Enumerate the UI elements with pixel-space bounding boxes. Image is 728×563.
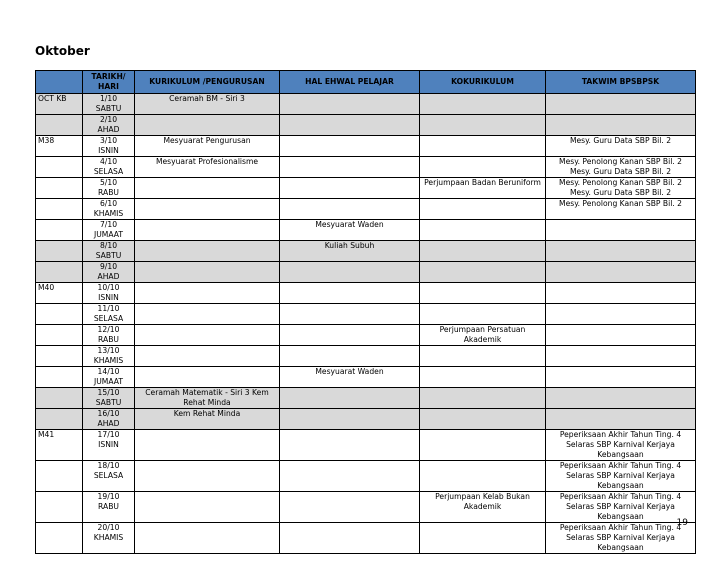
kurikulum-cell: Kem Rehat Minda: [135, 409, 280, 430]
takwim-cell: Peperiksaan Akhir Tahun Ting. 4 Selaras SBP Karnival Kerjaya Kebangsaan: [546, 430, 696, 461]
takwim-cell: [546, 220, 696, 241]
table-row: [36, 283, 696, 304]
hep-cell: [280, 304, 420, 325]
date-cell: 11/10 SELASA: [83, 304, 135, 325]
week-cell: [36, 367, 83, 388]
kurikulum-cell: [135, 115, 280, 136]
takwim-cell: [546, 409, 696, 430]
table-row: [36, 388, 696, 409]
kurikulum-cell: [135, 304, 280, 325]
week-cell: [36, 262, 83, 283]
kurikulum-cell: Ceramah Matematik - Siri 3 Kem Rehat Minda: [135, 388, 280, 409]
date-cell: 16/10 AHAD: [83, 409, 135, 430]
week-cell: [36, 157, 83, 178]
date-cell: 18/10 SELASA: [83, 461, 135, 492]
calendar-table: [35, 70, 696, 554]
table-row: [36, 115, 696, 136]
hep-cell: Kuliah Subuh: [280, 241, 420, 262]
kurikulum-cell: [135, 241, 280, 262]
date-cell: 12/10 RABU: [83, 325, 135, 346]
takwim-cell: [546, 388, 696, 409]
kokurikulum-cell: [420, 136, 546, 157]
kokurikulum-cell: [420, 461, 546, 492]
kurikulum-cell: [135, 367, 280, 388]
hep-cell: [280, 178, 420, 199]
table-row: [36, 461, 696, 492]
kokurikulum-cell: [420, 199, 546, 220]
hep-cell: [280, 199, 420, 220]
kokurikulum-cell: [420, 262, 546, 283]
date-cell: 15/10 SABTU: [83, 388, 135, 409]
kokurikulum-cell: Perjumpaan Badan Beruniform: [420, 178, 546, 199]
takwim-cell: [546, 115, 696, 136]
week-cell: [36, 220, 83, 241]
kurikulum-cell: [135, 283, 280, 304]
week-cell: [36, 115, 83, 136]
week-cell: [36, 178, 83, 199]
date-cell: 3/10 ISNIN: [83, 136, 135, 157]
kurikulum-cell: [135, 430, 280, 461]
kurikulum-cell: [135, 199, 280, 220]
takwim-cell: Peperiksaan Akhir Tahun Ting. 4 Selaras SBP Karnival Kerjaya Kebangsaan: [546, 523, 696, 554]
kokurikulum-cell: [420, 388, 546, 409]
col-header-date: TARIKH/ HARI: [83, 71, 135, 94]
date-cell: 20/10 KHAMIS: [83, 523, 135, 554]
takwim-cell: Mesy. Penolong Kanan SBP Bil. 2 Mesy. Guru Data SBP Bil. 2: [546, 157, 696, 178]
kokurikulum-cell: [420, 157, 546, 178]
col-header-kokurikulum: KOKURIKULUM: [420, 71, 546, 94]
hep-cell: [280, 262, 420, 283]
kokurikulum-cell: [420, 304, 546, 325]
hep-cell: [280, 388, 420, 409]
page-number: 19: [676, 518, 688, 528]
table-row: [36, 304, 696, 325]
kokurikulum-cell: [420, 430, 546, 461]
table-row: [36, 346, 696, 367]
hep-cell: [280, 523, 420, 554]
week-cell: M38: [36, 136, 83, 157]
date-cell: 13/10 KHAMIS: [83, 346, 135, 367]
takwim-cell: Mesy. Penolong Kanan SBP Bil. 2: [546, 199, 696, 220]
header-row: [36, 71, 696, 94]
hep-cell: [280, 325, 420, 346]
hep-cell: [280, 430, 420, 461]
date-cell: 9/10 AHAD: [83, 262, 135, 283]
kokurikulum-cell: [420, 283, 546, 304]
date-cell: 5/10 RABU: [83, 178, 135, 199]
kurikulum-cell: Mesyuarat Profesionalisme: [135, 157, 280, 178]
table-row: [36, 94, 696, 115]
kokurikulum-cell: [420, 409, 546, 430]
week-cell: [36, 346, 83, 367]
takwim-cell: [546, 325, 696, 346]
kurikulum-cell: [135, 346, 280, 367]
week-cell: [36, 199, 83, 220]
kurikulum-cell: [135, 220, 280, 241]
week-cell: [36, 409, 83, 430]
hep-cell: [280, 492, 420, 523]
kurikulum-cell: [135, 262, 280, 283]
kurikulum-cell: [135, 523, 280, 554]
date-cell: 7/10 JUMAAT: [83, 220, 135, 241]
takwim-cell: [546, 304, 696, 325]
takwim-cell: [546, 283, 696, 304]
hep-cell: [280, 346, 420, 367]
col-header-hep: HAL EHWAL PELAJAR: [280, 71, 420, 94]
col-header-kurikulum: KURIKULUM /PENGURUSAN: [135, 71, 280, 94]
week-cell: M41: [36, 430, 83, 461]
table-row: [36, 325, 696, 346]
kurikulum-cell: [135, 492, 280, 523]
hep-cell: [280, 283, 420, 304]
date-cell: 8/10 SABTU: [83, 241, 135, 262]
hep-cell: [280, 409, 420, 430]
kokurikulum-cell: [420, 241, 546, 262]
table-row: [36, 492, 696, 523]
table-row: [36, 262, 696, 283]
col-header-takwim: TAKWIM BPSBPSK: [546, 71, 696, 94]
takwim-cell: [546, 241, 696, 262]
kokurikulum-cell: [420, 115, 546, 136]
kurikulum-cell: [135, 178, 280, 199]
date-cell: 17/10 ISNIN: [83, 430, 135, 461]
date-cell: 2/10 AHAD: [83, 115, 135, 136]
hep-cell: [280, 115, 420, 136]
kokurikulum-cell: Perjumpaan Kelab Bukan Akademik: [420, 492, 546, 523]
week-cell: [36, 461, 83, 492]
table-row: [36, 241, 696, 262]
week-cell: [36, 492, 83, 523]
date-cell: 10/10 ISNIN: [83, 283, 135, 304]
date-cell: 4/10 SELASA: [83, 157, 135, 178]
table-row: [36, 430, 696, 461]
takwim-cell: Peperiksaan Akhir Tahun Ting. 4 Selaras SBP Karnival Kerjaya Kebangsaan: [546, 492, 696, 523]
kokurikulum-cell: [420, 367, 546, 388]
date-cell: 6/10 KHAMIS: [83, 199, 135, 220]
kurikulum-cell: [135, 325, 280, 346]
takwim-cell: [546, 367, 696, 388]
takwim-cell: Peperiksaan Akhir Tahun Ting. 4 Selaras SBP Karnival Kerjaya Kebangsaan: [546, 461, 696, 492]
kokurikulum-cell: [420, 346, 546, 367]
date-cell: 19/10 RABU: [83, 492, 135, 523]
kurikulum-cell: Mesyuarat Pengurusan: [135, 136, 280, 157]
hep-cell: [280, 157, 420, 178]
week-cell: [36, 241, 83, 262]
kokurikulum-cell: [420, 220, 546, 241]
week-cell: [36, 388, 83, 409]
col-header-week: [36, 71, 83, 94]
table-row: [36, 523, 696, 554]
table-row: [36, 157, 696, 178]
date-cell: 1/10 SABTU: [83, 94, 135, 115]
takwim-cell: [546, 262, 696, 283]
week-cell: [36, 325, 83, 346]
week-cell: [36, 523, 83, 554]
kokurikulum-cell: Perjumpaan Persatuan Akademik: [420, 325, 546, 346]
month-title: Oktober: [35, 44, 90, 58]
week-cell: OCT KB: [36, 94, 83, 115]
table-row: [36, 367, 696, 388]
hep-cell: Mesyuarat Waden: [280, 367, 420, 388]
takwim-cell: [546, 94, 696, 115]
table-row: [36, 178, 696, 199]
kurikulum-cell: [135, 461, 280, 492]
table-row: [36, 136, 696, 157]
kokurikulum-cell: [420, 94, 546, 115]
hep-cell: [280, 94, 420, 115]
table-row: [36, 409, 696, 430]
table-row: [36, 220, 696, 241]
hep-cell: [280, 461, 420, 492]
week-cell: M40: [36, 283, 83, 304]
table-row: [36, 199, 696, 220]
takwim-cell: [546, 346, 696, 367]
takwim-cell: Mesy. Penolong Kanan SBP Bil. 2 Mesy. Guru Data SBP Bil. 2: [546, 178, 696, 199]
hep-cell: [280, 136, 420, 157]
kurikulum-cell: Ceramah BM - Siri 3: [135, 94, 280, 115]
hep-cell: Mesyuarat Waden: [280, 220, 420, 241]
date-cell: 14/10 JUMAAT: [83, 367, 135, 388]
takwim-cell: Mesy. Guru Data SBP Bil. 2: [546, 136, 696, 157]
kokurikulum-cell: [420, 523, 546, 554]
week-cell: [36, 304, 83, 325]
